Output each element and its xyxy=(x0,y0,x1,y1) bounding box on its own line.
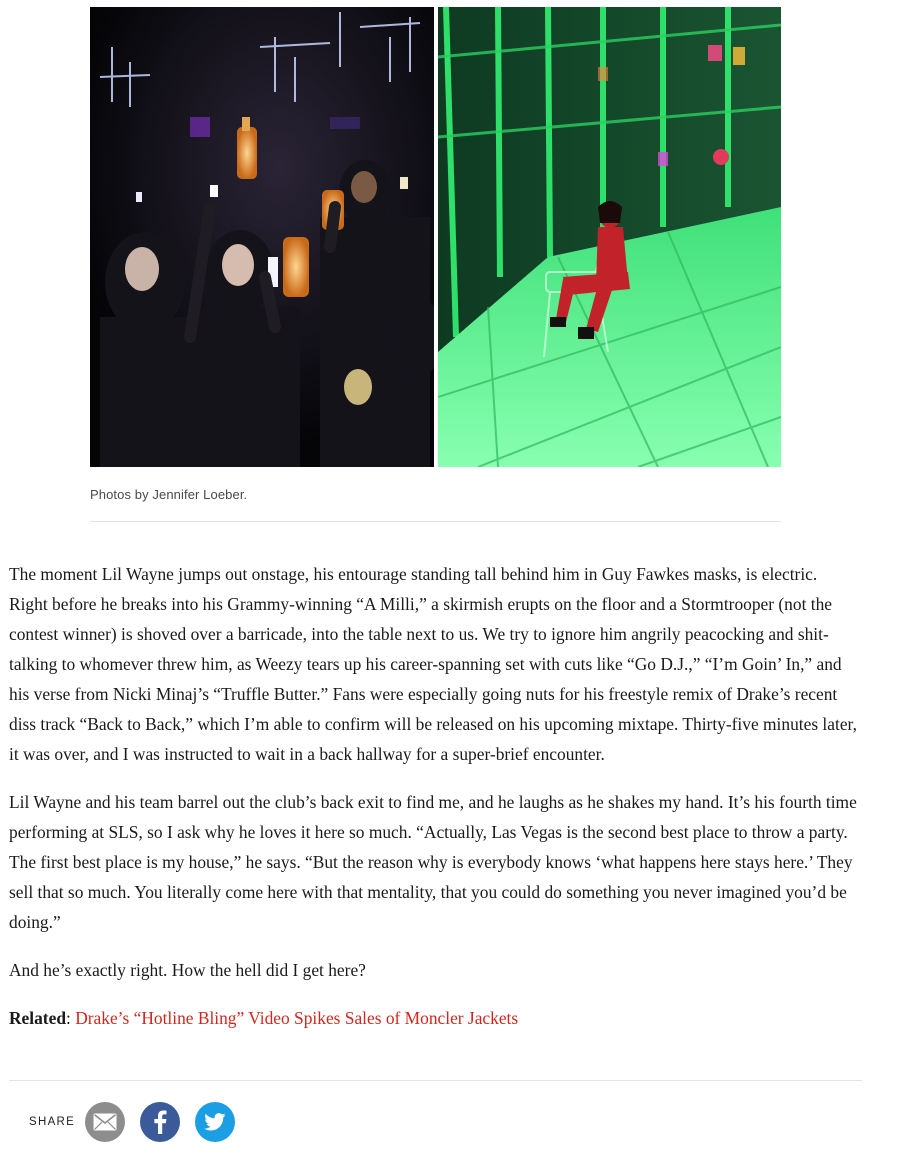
related-line xyxy=(9,1003,859,1033)
envelope-icon xyxy=(93,1113,117,1131)
share-bar xyxy=(29,1101,250,1143)
article-paragraph: Lil Wayne and his team barrel out the club’s back exit to find me, and he laughs as he shakes my hand. It’s his fourth time performing at SLS, so I ask why he loves it here so much. “Actually, Las Vegas is the second best place to throw a party. The first best place is my house,” he says. “But the reason why is everybody knows ‘what happens here stays here.’ They sell that so much. You literally come here with that mentality, that you could do something you never imagined you’d be doing.” xyxy=(9,792,857,932)
article-paragraph: The moment Lil Wayne jumps out onstage, his entourage standing tall behind him in Guy Fawkes masks, is electric. Right before he breaks into his Grammy-winning “A Milli,” a skirmish erupts on the floor and a Stormtrooper (not the contest winner) is shoved over a barricade, into the table next to us. We try to ignore him angrily peacocking and shit-talking to whomever threw him, as Weezy tears up his career-spanning set with cuts like “Go D.J.,” “I’m Goin’ In,” and his verse from Nicki Minaj’s “Truffle Butter.” Fans were especially going nuts for his freestyle remix of Drake’s recent diss track “Back to Back,” which I’m able to confirm will be released on his upcoming mixtape. Thirty-five minutes later, it was over, and I was instructed to wait in a back hallway for a super-brief encounter. xyxy=(9,564,857,764)
article-paragraph: And he’s exactly right. How the hell did I get here? xyxy=(9,960,366,980)
figure-divider xyxy=(90,521,781,522)
related-article-link[interactable]: Drake’s “Hotline Bling” Video Spikes Sales of Moncler Jackets xyxy=(75,1008,519,1028)
facebook-f-icon xyxy=(153,1110,167,1134)
photo-pair xyxy=(90,7,781,467)
glass-room-photo[interactable] xyxy=(438,7,781,467)
article-figure xyxy=(90,7,781,502)
related-separator: : xyxy=(66,1008,76,1028)
club-crowd-photo[interactable] xyxy=(90,7,434,467)
share-divider xyxy=(9,1080,862,1081)
share-facebook-button[interactable] xyxy=(140,1102,180,1142)
share-twitter-button[interactable] xyxy=(195,1102,235,1142)
article-body xyxy=(9,559,859,1051)
photo-caption: Photos by Jennifer Loeber. xyxy=(90,487,248,502)
share-email-button[interactable] xyxy=(85,1102,125,1142)
related-label: Related xyxy=(9,1008,66,1028)
twitter-bird-icon xyxy=(204,1113,226,1131)
share-label: SHARE xyxy=(29,1116,76,1128)
